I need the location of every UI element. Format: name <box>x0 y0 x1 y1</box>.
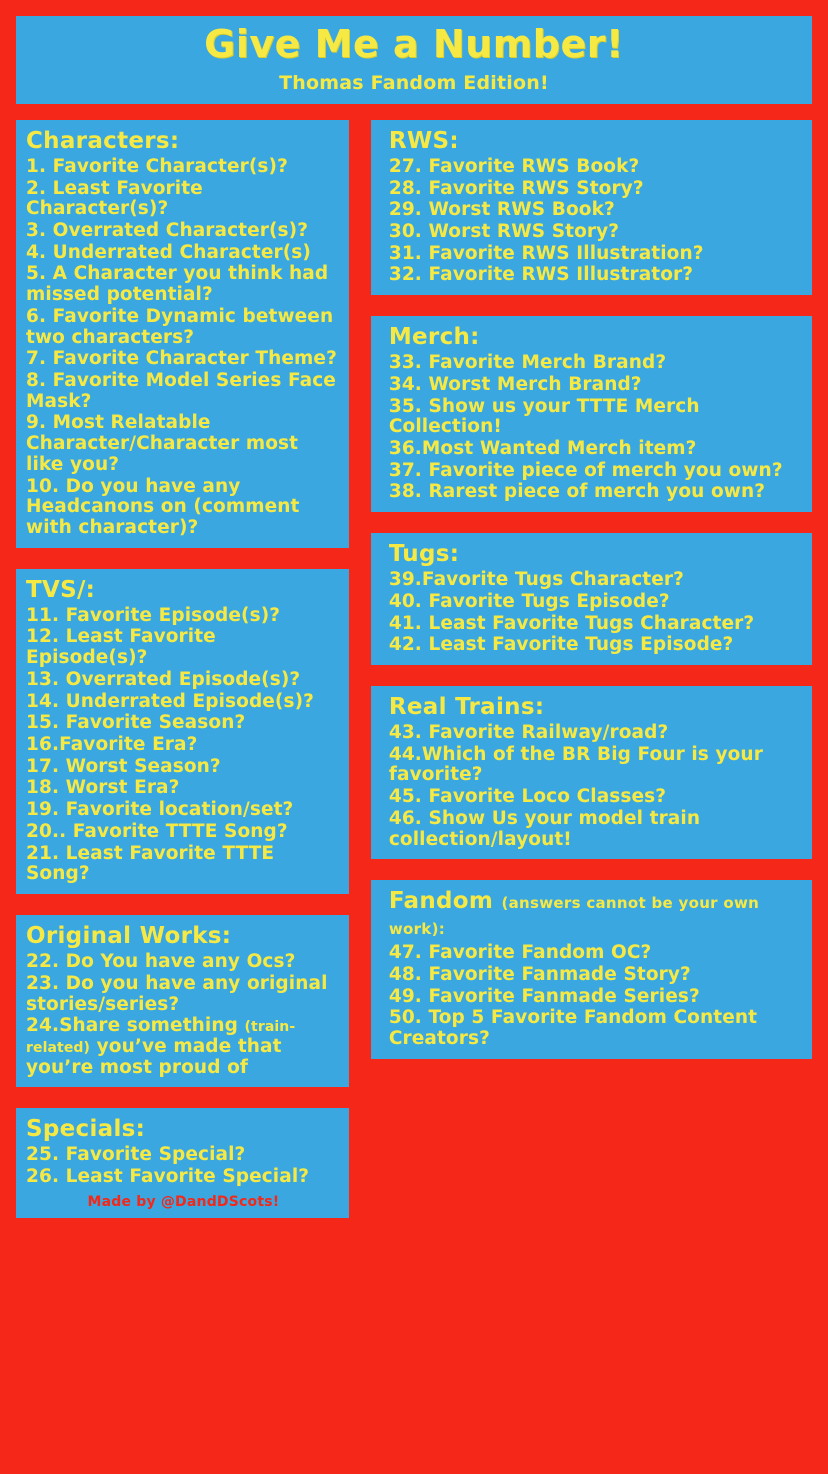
section-real-trains-heading: Real Trains: <box>388 694 545 721</box>
right-column <box>365 114 818 1466</box>
section-fandom <box>365 874 818 1065</box>
list-item: 1. Favorite Character(s)? <box>26 155 288 177</box>
list-item: 39.Favorite Tugs Character? <box>388 569 684 591</box>
list-item: 26. Least Favorite Special? <box>26 1166 310 1188</box>
section-fandom-heading <box>389 888 804 940</box>
list-item: 21. Least Favorite TTTE Song? <box>26 842 275 885</box>
list-item: 34. Worst Merch Brand? <box>388 373 642 395</box>
list-item: 15. Favorite Season? <box>26 712 246 734</box>
list-item <box>26 1016 341 1078</box>
list-item: 47. Favorite Fandom OC? <box>388 942 652 964</box>
characters-list <box>26 157 341 539</box>
section-original-works-heading: Original Works: <box>26 923 232 950</box>
list-item: 4. Underrated Character(s) <box>26 241 311 263</box>
list-item: 33. Favorite Merch Brand? <box>388 352 667 374</box>
tvs-list <box>26 606 341 885</box>
list-item: 31. Favorite RWS Illustration? <box>388 242 704 264</box>
list-item: 41. Least Favorite Tugs Character? <box>388 612 755 634</box>
list-item: 42. Least Favorite Tugs Episode? <box>388 634 734 656</box>
list-item: 17. Worst Season? <box>26 755 221 777</box>
list-item: 37. Favorite piece of merch you own? <box>388 459 783 481</box>
section-original-works <box>10 909 355 1093</box>
list-item: 49. Favorite Fanmade Series? <box>388 985 700 1007</box>
list-item: 32. Favorite RWS Illustrator? <box>388 264 694 286</box>
list-item: 25. Favorite Special? <box>26 1144 246 1166</box>
list-item: 30. Worst RWS Story? <box>388 220 620 242</box>
real-trains-list <box>389 723 804 850</box>
credit-text: Made by @DandDScots! <box>87 1193 280 1210</box>
section-tugs <box>365 527 818 671</box>
list-item: 48. Favorite Fanmade Story? <box>388 964 691 986</box>
section-merch-heading: Merch: <box>388 324 480 351</box>
list-item: 22. Do You have any Ocs? <box>26 951 296 973</box>
list-item: 2. Least Favorite Character(s)? <box>26 177 203 220</box>
section-rws <box>365 114 818 301</box>
section-characters <box>10 114 355 554</box>
list-item: 20.. Favorite TTTE Song? <box>26 820 288 842</box>
section-specials <box>10 1102 355 1223</box>
poster-header <box>10 10 818 110</box>
list-item: 27. Favorite RWS Book? <box>388 155 640 177</box>
list-item: 8. Favorite Model Series Face Mask? <box>26 369 336 412</box>
list-item: 10. Do you have any Headcanons on (comment with character)? <box>26 475 300 539</box>
list-item: 16.Favorite Era? <box>26 734 198 756</box>
page-title: Give Me a Number! <box>204 22 624 66</box>
list-item: 6. Favorite Dynamic between two characters? <box>26 305 334 348</box>
list-item: 19. Favorite location/set? <box>26 799 294 821</box>
list-item: 44.Which of the BR Big Four is your favorite? <box>388 743 763 786</box>
list-item: 13. Overrated Episode(s)? <box>26 668 301 690</box>
list-item: 12. Least Favorite Episode(s)? <box>26 626 216 669</box>
list-item: 11. Favorite Episode(s)? <box>26 604 281 626</box>
section-rws-heading: RWS: <box>388 127 459 154</box>
list-item: 7. Favorite Character Theme? <box>26 348 337 370</box>
section-real-trains <box>365 680 818 865</box>
list-item: 46. Show Us your model train collection/layout! <box>388 807 701 850</box>
list-item: 43. Favorite Railway/road? <box>388 722 669 744</box>
left-column <box>10 114 355 1466</box>
list-item: 29. Worst RWS Book? <box>388 199 615 221</box>
specials-list <box>26 1145 341 1187</box>
section-merch <box>365 310 818 518</box>
list-item: 23. Do you have any original stories/series? <box>26 972 328 1015</box>
list-item: 18. Worst Era? <box>26 777 180 799</box>
list-item: 40. Favorite Tugs Episode? <box>388 590 670 612</box>
tugs-list <box>389 570 804 656</box>
original-works-list <box>26 952 341 1078</box>
list-item: 14. Underrated Episode(s)? <box>26 690 314 712</box>
list-item: 28. Favorite RWS Story? <box>388 177 644 199</box>
columns <box>10 114 818 1466</box>
fandom-list <box>389 943 804 1050</box>
section-tvs <box>10 563 355 900</box>
section-tvs-heading: TVS/: <box>26 576 96 603</box>
merch-list <box>389 353 804 503</box>
section-characters-heading: Characters: <box>26 127 180 154</box>
list-item: 5. A Character you think had missed potential? <box>26 263 329 306</box>
list-item: 3. Overrated Character(s)? <box>26 219 309 241</box>
list-item: 45. Favorite Loco Classes? <box>388 786 667 808</box>
list-item: 35. Show us your TTTE Merch Collection! <box>388 395 700 438</box>
section-tugs-heading: Tugs: <box>388 541 460 568</box>
section-specials-heading: Specials: <box>26 1116 146 1143</box>
fandom-heading-qualifier: (answers cannot be your own work): <box>388 894 760 939</box>
item-24-rest: you’ve made that you’re most proud of <box>26 1035 282 1078</box>
fandom-heading-main: Fandom <box>388 888 494 915</box>
list-item: 9. Most Relatable Character/Character most like you? <box>26 412 299 475</box>
page-subtitle: Thomas Fandom Edition! <box>279 71 549 94</box>
item-24-main: 24.Share something <box>26 1015 238 1037</box>
list-item: 50. Top 5 Favorite Fandom Content Creators? <box>388 1007 758 1050</box>
list-item: 36.Most Wanted Merch item? <box>388 437 697 459</box>
list-item: 38. Rarest piece of merch you own? <box>388 481 766 503</box>
item-24-qualifier: (train-related) <box>26 1019 296 1056</box>
rws-list <box>389 157 804 286</box>
